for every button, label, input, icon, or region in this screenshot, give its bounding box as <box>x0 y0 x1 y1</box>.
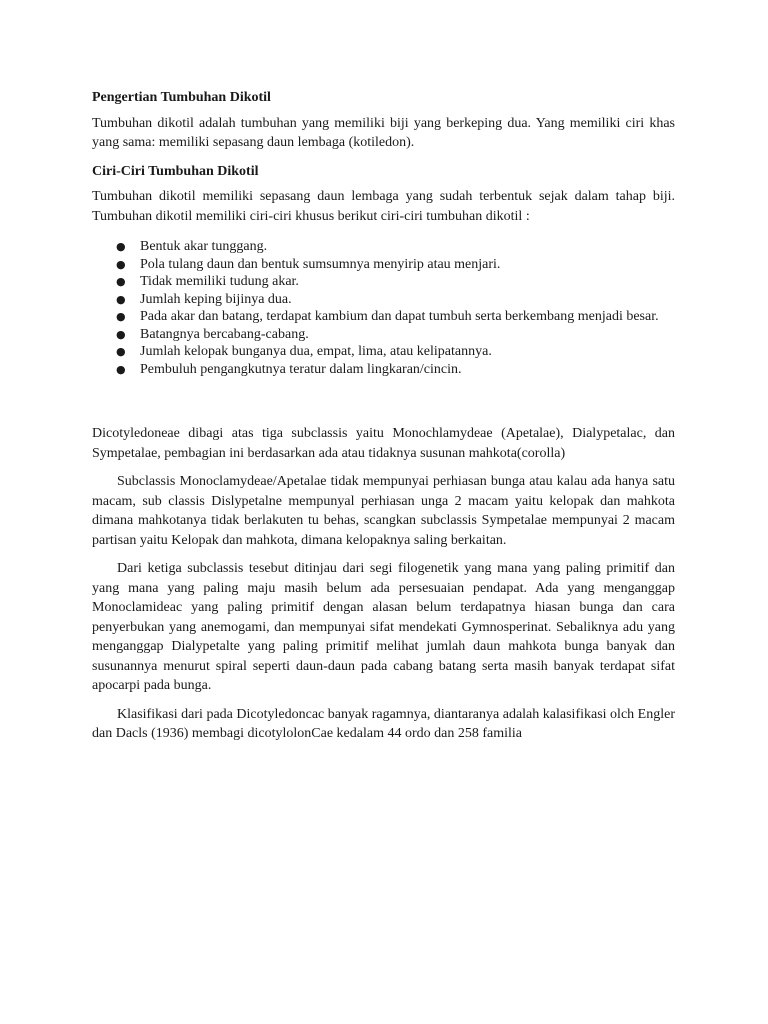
list-item-text: Jumlah keping bijinya dua. <box>140 291 292 307</box>
bullet-icon: ● <box>116 310 126 323</box>
paragraph-filogenetik: Dari ketiga subclassis tesebut ditinjau dari segi filogenetik yang mana yang paling primitif dan yang mana yang paling maju masih belum ada persesuaian pendapat. Ada yang menganggap Monoclamideac yang paling primitif dengan alasan belum terdapatnya hiasan bunga dan cara penyerbukan yang anemogami, dan mempunyai sifat mendekati Gymnosperinat. Sebaliknya adu yang menganggap Dialypetalte yang paling primitif melihat jumlah daun mahkota bunga banyak dan susunannya menurut spiral seperti daun-daun pada cabang batang serta masih banyak terdapat sifat apocarpi pada bunga. <box>92 561 675 693</box>
list-item <box>92 326 675 344</box>
list-item-text: Pada akar dan batang, terdapat kambium dan dapat tumbuh serta berkembang menjadi besar. <box>140 309 659 324</box>
list-item-text: Pola tulang daun dan bentuk sumsumnya menyirip atau menjari. <box>140 256 501 272</box>
paragraph-klasifikasi: Klasifikasi dari pada Dicotyledoncac banyak ragamnya, diantaranya adalah kalasifikasi olch Engler dan Dacls (1936) membagi dicotylolonCae kedalam 44 ordo dan 258 familia <box>92 706 675 741</box>
bullet-icon: ● <box>116 240 126 253</box>
list-item <box>92 238 675 256</box>
list-item <box>92 273 675 291</box>
list-item <box>92 343 675 361</box>
list-item-text: Pembuluh pengangkutnya teratur dalam lingkaran/cincin. <box>140 361 462 377</box>
bullet-icon: ● <box>116 345 126 358</box>
section-heading-ciri-ciri: Ciri-Ciri Tumbuhan Dikotil <box>92 163 259 179</box>
document-page <box>92 88 675 753</box>
bullet-icon: ● <box>116 257 126 271</box>
bullet-icon: ● <box>116 292 126 306</box>
list-item-text: Tidak memiliki tudung akar. <box>140 274 299 289</box>
spacer <box>92 378 675 424</box>
list-item-text: Bentuk akar tunggang. <box>140 239 268 254</box>
list-item <box>92 361 675 379</box>
list-item <box>92 308 675 326</box>
list-item <box>92 256 675 274</box>
list-item-text: Jumlah kelopak bunganya dua, empat, lima, atau kelipatannya. <box>140 344 492 359</box>
bullet-icon: ● <box>116 362 126 376</box>
bullet-icon: ● <box>116 275 126 288</box>
list-item <box>92 291 675 309</box>
paragraph-subclassis-detail: Subclassis Monoclamydeae/Apetalae tidak mempunyai perhiasan bunga atau kalau ada hanya satu macam, sub classis Dislypetalne mempunyal perhiasan unga 2 macam yaitu kelopak dan mahkota dimana mahkotanya tidak berlakuten tu behas, scangkan subclassis Sympetalae mempunyai 2 macam partisan yaitu Kelopak dan mahkota, dimana kelopaknya saling berkaitan. <box>92 474 675 548</box>
bullet-icon: ● <box>116 327 126 341</box>
list-item-text: Batangnya bercabang-cabang. <box>140 326 309 342</box>
section-heading-pengertian: Pengertian Tumbuhan Dikotil <box>92 90 271 105</box>
paragraph-ciri-intro: Tumbuhan dikotil memiliki sepasang daun lembaga yang sudah terbentuk sejak dalam tahap biji. Tumbuhan dikotil memiliki ciri-ciri khusus berikut ciri-ciri tumbuhan dikotil : <box>92 189 675 224</box>
characteristics-list <box>92 238 675 378</box>
paragraph-definition: Tumbuhan dikotil adalah tumbuhan yang memiliki biji yang berkeping dua. Yang memiliki ciri khas yang sama: memiliki sepasang daun lembaga (kotiledon). <box>92 115 675 150</box>
paragraph-subclassis-overview: Dicotyledoneae dibagi atas tiga subclassis yaitu Monochlamydeae (Apetalae), Dialypetalac, dan Sympetalae, pembagian ini berdasarkan ada atau tidaknya susunan mahkota(corolla) <box>92 426 675 461</box>
